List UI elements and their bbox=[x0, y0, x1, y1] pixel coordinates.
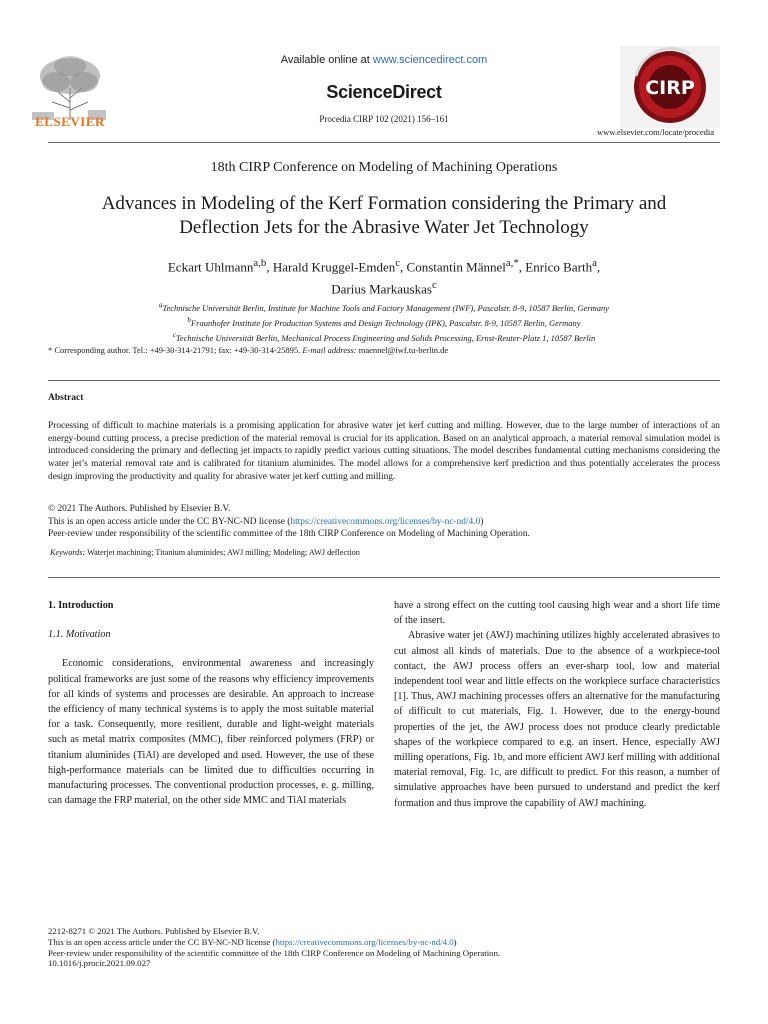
issn-copyright-line: 2212-8271 © 2021 The Authors. Published by Elsevier B.V. bbox=[48, 926, 260, 936]
abstract-bottom-divider bbox=[48, 577, 720, 578]
paper-title bbox=[40, 192, 728, 240]
email-label: E-mail address: bbox=[302, 345, 357, 355]
body-paragraph: have a strong effect on the cutting tool causing high wear and a short life time of the insert. bbox=[394, 600, 720, 627]
footer-license-line bbox=[48, 937, 720, 948]
cirp-logo-text: CIRP bbox=[645, 77, 695, 99]
doi-line[interactable]: 10.1016/j.procir.2021.09.027 bbox=[48, 958, 151, 969]
affiliation-text: Technische Universität Berlin, Mechanical Process Engineering and Solids Processing, Ernst-Reuter-Platz 1, 10587 Berlin bbox=[175, 332, 596, 343]
author-affiliation-mark: a bbox=[592, 257, 597, 269]
left-column bbox=[48, 598, 374, 808]
subsection-heading: 1.1. Motivation bbox=[48, 629, 111, 641]
journal-reference: Procedia CIRP 102 (2021) 156–161 bbox=[319, 114, 449, 124]
paper-title-line: Deflection Jets for the Abrasive Water Jet Technology bbox=[179, 217, 589, 238]
corresponding-contact: * Corresponding author. Tel.: +49-30-314-21791; fax: +49-30-314-25895. bbox=[48, 345, 303, 355]
affiliation-text: Fraunhofer Institute for Production Systems and Design Technology (IPK), Pascalstr. 8-9, 10587 Berlin, Germany bbox=[190, 317, 581, 328]
license-link[interactable]: https://creativecommons.org/licenses/by-nc-nd/4.0 bbox=[290, 516, 481, 527]
footer-license-text: This is an open access article under the CC BY-NC-ND license ( bbox=[48, 936, 276, 947]
author-separator: , bbox=[596, 259, 601, 275]
license-text-end: ) bbox=[480, 516, 484, 527]
available-online-label: Available online at bbox=[280, 54, 373, 66]
conference-name: 18th CIRP Conference on Modeling of Machining Operations bbox=[210, 160, 558, 175]
footer-license-link[interactable]: https://creativecommons.org/licenses/by-nc-nd/4.0 bbox=[275, 936, 454, 947]
author-affiliation-mark bbox=[506, 257, 519, 269]
affiliation-mark: c bbox=[172, 330, 176, 339]
abstract-license-block bbox=[48, 503, 720, 541]
author-separator: , bbox=[518, 259, 526, 275]
header-divider bbox=[48, 142, 720, 143]
abstract-top-divider bbox=[48, 380, 720, 381]
sciencedirect-link[interactable]: www.sciencedirect.com bbox=[372, 54, 488, 66]
email-address[interactable]: maennel@iwf.tu-berlin.de bbox=[356, 345, 449, 355]
author-separator: , bbox=[266, 259, 273, 275]
affiliation-item bbox=[48, 329, 720, 344]
affiliation-item bbox=[48, 314, 720, 329]
abstract-heading: Abstract bbox=[48, 393, 84, 403]
license-text: This is an open access article under the CC BY-NC-ND license ( bbox=[48, 516, 291, 527]
affiliation-text: Technische Universität Berlin, Institute for Machine Tools and Factory Management (IWF), Pascalstr. 8-9, 10587 Berlin, Germany bbox=[162, 302, 610, 313]
keywords-text: Waterjet machining; Titanium aluminides; AWJ milling; Modeling; AWJ deflection bbox=[85, 548, 360, 557]
publisher-wordmark: ELSEVIER bbox=[35, 114, 105, 129]
author-name: Constantin Männel bbox=[406, 259, 506, 275]
corresponding-author-mark: * bbox=[513, 257, 519, 269]
body-paragraph: Abrasive water jet (AWJ) machining utilizes highly accelerated abrasives to cut almost all kinds of materials. Due to the absence of a workpiece-tool contact, the AWJ process offers an ever-sharp tool, low and material independent tool wear and little effects on the workpiece surface characteristics [1]. Thus, AWJ machining processes offers an alternative for the manufacturing of difficult to cut materials, Fig. 1. However, due to the energy-bound properties of the jet, the AWJ process does not produce clearly predictable shapes of the workpiece compared to e.g. an insert. Hence, especially AWJ milling operations, Fig. 1b, and more efficient AWJ kerf milling with additional material removal, Fig. 1c, are difficult to predict. For this reason, a number of simulative approaches have been pursued to understand and predict the kerf formation and thus improve the capability of AWJ machining. bbox=[394, 630, 720, 809]
author-name: Eckart Uhlmann bbox=[167, 259, 254, 275]
journal-homepage-link[interactable]: www.elsevier.com/locate/procedia bbox=[597, 127, 714, 137]
affiliation-list bbox=[48, 299, 720, 343]
author-name: Harald Kruggel-Emden bbox=[272, 259, 396, 275]
affiliation-mark: b bbox=[187, 315, 191, 324]
affiliation-mark: a bbox=[158, 301, 163, 309]
author-affiliation-mark: a,b bbox=[253, 257, 267, 269]
author-separator: , bbox=[400, 259, 407, 275]
sciencedirect-wordmark: ScienceDirect bbox=[326, 82, 442, 102]
author-affiliation-letter: a, bbox=[505, 257, 514, 269]
peer-review-line: Peer-review under responsibility of the scientific committee of the 18th CIRP Conference on Modeling of Machining Operation. bbox=[48, 529, 530, 539]
footer-peer-review-line: Peer-review under responsibility of the scientific committee of the 18th CIRP Conference on Modeling of Machining Operation. bbox=[48, 947, 501, 958]
section-heading: 1. Introduction bbox=[48, 600, 114, 611]
abstract-text: Processing of difficult to machine materials is a promising application for abrasive water jet kerf cutting and milling. However, due to the large number of interactions of an energy-bound cutting process, a precise prediction of the material removal is crucial for its application. Based on an analytical approach, a material removal simulation model is introduced considering the primary and deflecting jet impacts to rapidly predict various cutting situations. The model describes fundamental cutting mechanisms considering the water jet’s material removal rate and is calibrated for titanium aluminides. The model allows for a comprehensive kerf prediction and thus potentially accelerates the process design improving the productivity and quality for abrasive water jet kerf cutting and milling. bbox=[48, 421, 720, 482]
author-affiliation-mark: c bbox=[395, 257, 401, 269]
paper-title-line: Advances in Modeling of the Kerf Formation considering the Primary and bbox=[101, 193, 667, 214]
right-column bbox=[394, 598, 720, 811]
copyright-line: © 2021 The Authors. Published by Elsevier B.V. bbox=[48, 504, 231, 514]
footer-license-text-end: ) bbox=[453, 936, 457, 947]
author-list bbox=[80, 254, 688, 299]
author-name: Darius Markauskas bbox=[331, 281, 432, 297]
cirp-logo bbox=[620, 46, 720, 128]
keywords-label: Keywords: bbox=[50, 548, 86, 557]
author-affiliation-mark: c bbox=[431, 279, 437, 292]
keywords-line bbox=[50, 548, 722, 557]
body-paragraph: Economic considerations, environmental awareness and increasingly political frameworks are just some of the reasons why efficiency improvements for all kinds of systems and processes are desirable. An approach to increase the efficiency of many technical systems is to apply the most suitable material for a task. Consequently, more resilient, durable and light-weight materials such as metal matrix composites (MMC), fiber reinforced polymers (FRP) or titanium aluminides (TiAl) are developed and used. However, the use of these high-performance materials can be limited due to difficulties occurring in manufacturing processes. The conventional production processes, e. g. milling, can damage the FRP material, on the other side MMC and TiAl materials bbox=[48, 658, 374, 807]
author-name: Enrico Barth bbox=[525, 259, 593, 275]
page-footer bbox=[48, 926, 720, 969]
affiliation-item bbox=[48, 299, 720, 314]
corresponding-author-note bbox=[48, 345, 720, 355]
license-line bbox=[48, 516, 720, 529]
